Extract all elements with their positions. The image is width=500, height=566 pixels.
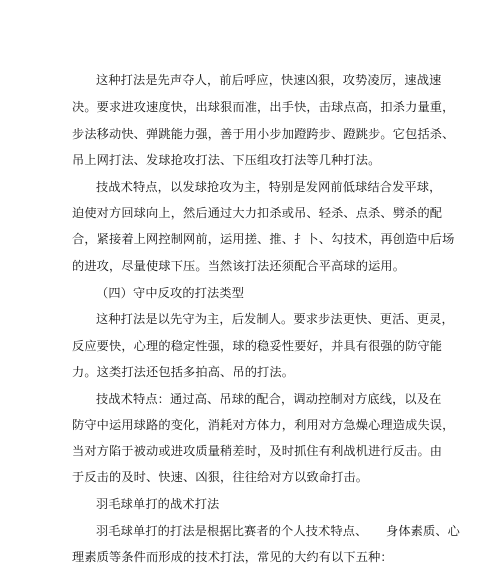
paragraph-line: 迫使对方回球向上，然后通过大力扣杀或吊、轻杀、点杀、劈杀的配	[72, 206, 443, 220]
section-heading: （四）守中反攻的打法类型	[96, 286, 245, 300]
paragraph-line: 步法移动快、弹跳能力强，善于用小步加蹬跨步、蹬跳步。它包括杀、	[72, 127, 455, 141]
paragraph-line: 理素质等条件而形成的技术打法，常见的大约有以下五种：	[72, 550, 393, 564]
paragraph-line: 反应要快，心理的稳定性强，球的稳妥性要好，并具有很强的防守能	[72, 339, 443, 353]
paragraph-line: 当对方陷于被动或进攻质量稍差时，及时抓住有利战机进行反击。由	[72, 444, 443, 458]
paragraph-line: 的进攻，尽量使球下压。当然该打法还须配合平高球的运用。	[72, 259, 406, 273]
paragraph-line: 力。这类打法还包括多拍高、吊的打法。	[72, 365, 295, 379]
paragraph-line: 技战术特点：通过高、吊球的配合，调动控制对方底线，以及在	[96, 392, 442, 406]
paragraph-line: 吊上网打法、发球抢攻打法、下压组攻打法等几种打法。	[72, 153, 381, 167]
paragraph-line: 防守中运用球路的变化，消耗对方体力，利用对方急燥心理造成失误，	[72, 418, 455, 432]
section-heading: 羽毛球单打的战术打法	[96, 497, 220, 511]
paragraph-line: 这种打法是先声夺人，前后呼应，快速凶狠，攻势凌厉，速战速	[96, 73, 442, 87]
paragraph-line: 合，紧接着上网控制网前，运用搓、推、扌卜、勾技术，再创造中后场	[72, 232, 455, 246]
paragraph-line: 这种打法是以先守为主，后发制人。要求步法更快、更活、更灵，	[96, 312, 454, 326]
paragraph-line: 技战术特点，以发球抢攻为主，特别是发网前低球结合发平球，	[96, 180, 442, 194]
paragraph-line: 于反击的及时、快速、凶狠，往往给对方以致命打击。	[72, 470, 369, 484]
paragraph-line: 羽毛球单打的打法是根据比赛者的个人技术特点、 身体素质、心	[96, 524, 461, 538]
paragraph-line: 决。要求进攻速度快，出球狠而准，出手快，击球点高，扣杀力量重，	[72, 100, 455, 114]
